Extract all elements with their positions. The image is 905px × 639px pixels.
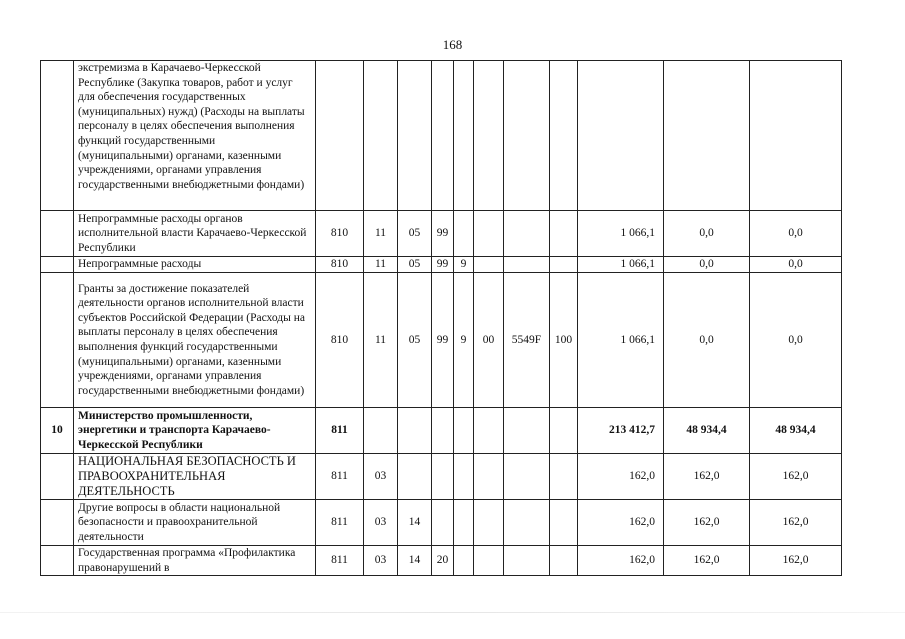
row-number: 10 [41, 408, 74, 454]
expense-type-code [550, 61, 578, 211]
event-code [474, 546, 504, 576]
expense-name: НАЦИОНАЛЬНАЯ БЕЗОПАСНОСТЬ И ПРАВООХРАНИТЕЛЬНАЯ ДЕЯТЕЛЬНОСТЬ [74, 454, 316, 500]
row-number [41, 211, 74, 257]
direction-code [504, 257, 550, 273]
subsection-code: 05 [398, 257, 432, 273]
program-code: 99 [432, 257, 454, 273]
program-code: 99 [432, 211, 454, 257]
row-number [41, 546, 74, 576]
expense-name: Министерство промышленности, энергетики и транспорта Карачаево-Черкесской Республики [74, 408, 316, 454]
ministry-code: 811 [316, 500, 364, 546]
amount-year-3: 0,0 [750, 211, 842, 257]
expense-name: Государственная программа «Профилактика правонарушений в [74, 546, 316, 576]
subprogram-code [454, 546, 474, 576]
expense-name: экстремизма в Карачаево-Черкесской Республике (Закупка товаров, работ и услуг для обеспечения государственных (муниципальных) нужд) (Расходы на выплаты персоналу в целях обеспечения выполнения функций государственными (муниципальными) органами, казенными учреждениями, органами управления государственными внебюджетными фондами) [74, 61, 316, 211]
subprogram-code [454, 211, 474, 257]
row-number [41, 273, 74, 408]
row-number [41, 257, 74, 273]
section-code: 11 [364, 273, 398, 408]
subsection-code: 14 [398, 500, 432, 546]
expense-type-code: 100 [550, 273, 578, 408]
ministry-code: 811 [316, 546, 364, 576]
expense-name: Другие вопросы в области национальной безопасности и правоохранительной деятельности [74, 500, 316, 546]
table-row [41, 500, 842, 546]
subsection-code [398, 61, 432, 211]
amount-year-2: 162,0 [664, 454, 750, 500]
program-code: 20 [432, 546, 454, 576]
row-number [41, 500, 74, 546]
amount-year-3: 162,0 [750, 500, 842, 546]
amount-year-2: 0,0 [664, 273, 750, 408]
section-code [364, 408, 398, 454]
row-number [41, 454, 74, 500]
amount-year-2: 162,0 [664, 500, 750, 546]
amount-year-3 [750, 61, 842, 211]
budget-table [40, 60, 842, 576]
ministry-code [316, 61, 364, 211]
subprogram-code [454, 61, 474, 211]
expense-name: Непрограммные расходы [74, 257, 316, 273]
section-code: 03 [364, 546, 398, 576]
table-row [41, 273, 842, 408]
amount-year-1: 1 066,1 [578, 257, 664, 273]
amount-year-1 [578, 61, 664, 211]
expense-type-code [550, 408, 578, 454]
section-code: 03 [364, 500, 398, 546]
table-row [41, 546, 842, 576]
ministry-code: 810 [316, 257, 364, 273]
subsection-code: 14 [398, 546, 432, 576]
amount-year-1: 1 066,1 [578, 273, 664, 408]
amount-year-2: 0,0 [664, 211, 750, 257]
program-code [432, 500, 454, 546]
amount-year-1: 162,0 [578, 500, 664, 546]
section-code: 03 [364, 454, 398, 500]
amount-year-2 [664, 61, 750, 211]
ministry-code: 811 [316, 454, 364, 500]
table-row [41, 257, 842, 273]
direction-code: 5549F [504, 273, 550, 408]
event-code [474, 257, 504, 273]
section-code [364, 61, 398, 211]
subprogram-code: 9 [454, 273, 474, 408]
event-code [474, 408, 504, 454]
expense-name: Непрограммные расходы органов исполнительной власти Карачаево-Черкесской Республики [74, 211, 316, 257]
subprogram-code [454, 500, 474, 546]
expense-type-code [550, 454, 578, 500]
subprogram-code [454, 408, 474, 454]
subsection-code: 05 [398, 273, 432, 408]
program-code [432, 408, 454, 454]
table-row [41, 454, 842, 500]
amount-year-3: 0,0 [750, 273, 842, 408]
expense-name: Гранты за достижение показателей деятельности органов исполнительной власти субъектов Российской Федерации (Расходы на выплаты персоналу в целях обеспечения выполнения функций государственными (муниципальными) органами, казенными учреждениями, органами управления государственными внебюджетными фондами) [74, 273, 316, 408]
event-code [474, 454, 504, 500]
program-code [432, 454, 454, 500]
amount-year-2: 162,0 [664, 546, 750, 576]
section-code: 11 [364, 211, 398, 257]
amount-year-3: 48 934,4 [750, 408, 842, 454]
subsection-code [398, 408, 432, 454]
event-code: 00 [474, 273, 504, 408]
amount-year-1: 1 066,1 [578, 211, 664, 257]
page-number: 168 [442, 37, 463, 52]
ministry-code: 810 [316, 211, 364, 257]
table-row [41, 408, 842, 454]
expense-type-code [550, 257, 578, 273]
expense-type-code [550, 546, 578, 576]
amount-year-2: 48 934,4 [664, 408, 750, 454]
event-code [474, 211, 504, 257]
ministry-code: 811 [316, 408, 364, 454]
program-code [432, 61, 454, 211]
table-row [41, 211, 842, 257]
table-row [41, 61, 842, 211]
direction-code [504, 500, 550, 546]
expense-type-code [550, 211, 578, 257]
program-code: 99 [432, 273, 454, 408]
amount-year-3: 162,0 [750, 454, 842, 500]
row-number [41, 61, 74, 211]
direction-code [504, 546, 550, 576]
subprogram-code [454, 454, 474, 500]
direction-code [504, 454, 550, 500]
amount-year-3: 0,0 [750, 257, 842, 273]
amount-year-2: 0,0 [664, 257, 750, 273]
direction-code [504, 408, 550, 454]
section-code: 11 [364, 257, 398, 273]
event-code [474, 500, 504, 546]
subprogram-code: 9 [454, 257, 474, 273]
ministry-code: 810 [316, 273, 364, 408]
direction-code [504, 211, 550, 257]
expense-type-code [550, 500, 578, 546]
amount-year-1: 162,0 [578, 454, 664, 500]
amount-year-3: 162,0 [750, 546, 842, 576]
event-code [474, 61, 504, 211]
amount-year-1: 213 412,7 [578, 408, 664, 454]
direction-code [504, 61, 550, 211]
subsection-code [398, 454, 432, 500]
subsection-code: 05 [398, 211, 432, 257]
amount-year-1: 162,0 [578, 546, 664, 576]
scan-edge [0, 612, 905, 613]
